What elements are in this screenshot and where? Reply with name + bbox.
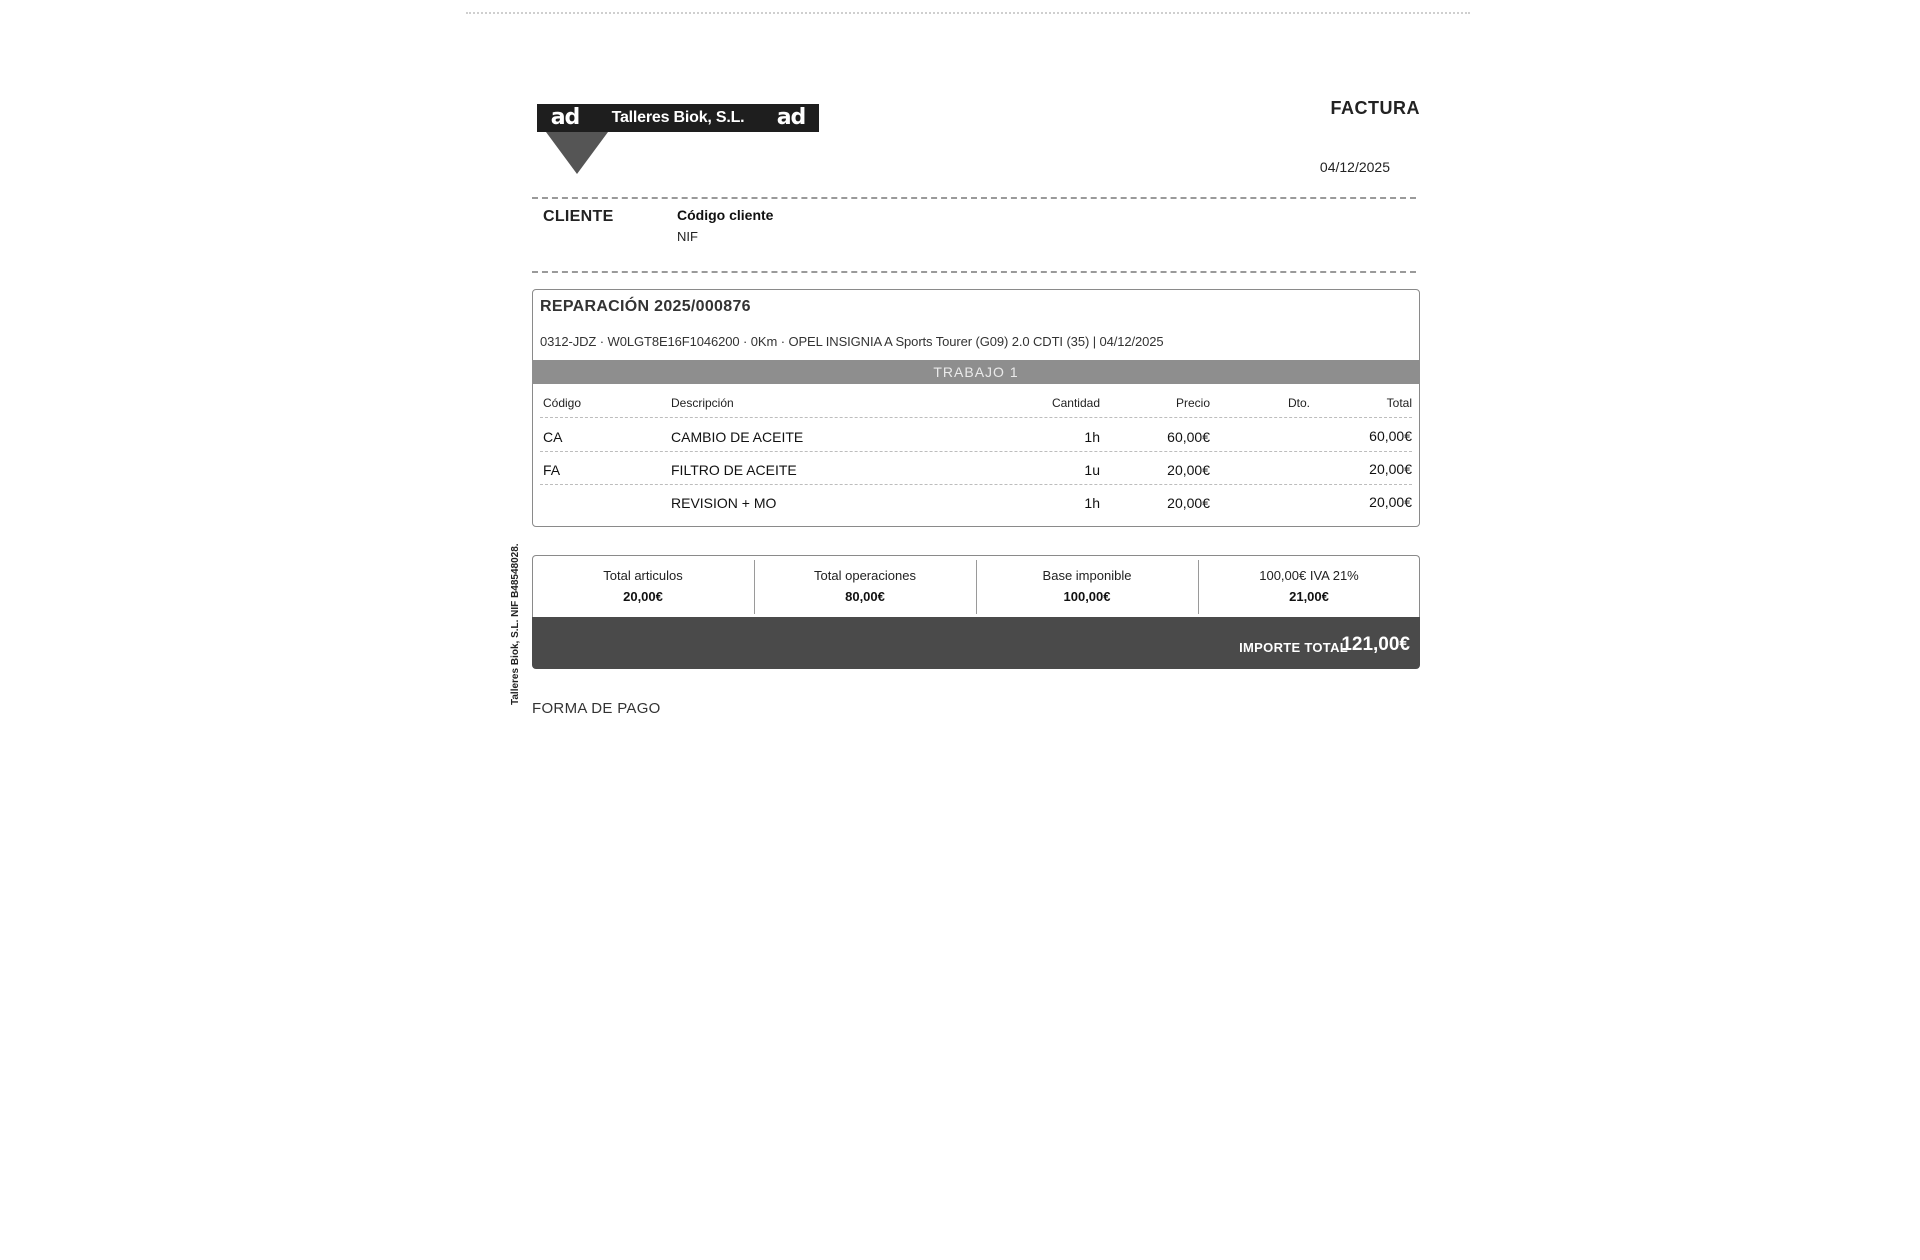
total-operations-value: 80,00€ (845, 589, 885, 604)
client-nif-label: NIF (677, 229, 698, 244)
row-quantity: 1u (1084, 462, 1100, 478)
row-price: 60,00€ (1167, 429, 1210, 445)
client-code-label: Código cliente (677, 207, 774, 223)
document-date: 04/12/2025 (1319, 159, 1390, 175)
row-separator (540, 484, 1412, 485)
grand-total-label: IMPORTE TOTAL (1239, 640, 1348, 655)
row-total: 60,00€ (1369, 428, 1412, 444)
logo-triangle (546, 132, 608, 174)
vat-cell (1198, 556, 1420, 616)
row-price: 20,00€ (1167, 495, 1210, 511)
row-quantity: 1h (1084, 429, 1100, 445)
logo-mark-right: ad (776, 105, 806, 130)
company-legal-side-text: Talleres Biok, S.L. NIF B48548028. (510, 543, 521, 705)
total-operations-label: Total operaciones (814, 568, 916, 583)
vat-value: 21,00€ (1289, 589, 1329, 604)
grand-total-value: 121,00€ (1341, 634, 1410, 655)
row-quantity: 1h (1084, 495, 1100, 511)
total-items-value: 20,00€ (623, 589, 663, 604)
row-code: FA (543, 462, 561, 478)
row-description: REVISION + MO (671, 495, 777, 511)
row-total: 20,00€ (1369, 461, 1412, 477)
header-divider (532, 197, 1416, 199)
vat-label: 100,00€ IVA 21% (1259, 568, 1359, 583)
tax-base-value: 100,00€ (1063, 589, 1111, 604)
company-logo (537, 104, 819, 132)
page-top-rule (466, 12, 1470, 14)
logo-mark-left: ad (550, 105, 580, 130)
vehicle-info: 0312-JDZ · W0LGT8E16F1046200 · 0Km · OPEL INSIGNIA A Sports Tourer (G09) 2.0 CDTI (35) | 04/12/2025 (540, 334, 1164, 349)
row-separator (540, 451, 1412, 452)
tax-base-cell (976, 556, 1198, 616)
document-title: FACTURA (1330, 98, 1420, 118)
repair-title: REPARACIÓN 2025/000876 (540, 298, 751, 315)
row-separator (540, 417, 1412, 418)
company-name: Talleres Biok, S.L. (611, 109, 745, 126)
total-operations-cell (754, 556, 976, 616)
col-header-total: Total (1386, 396, 1412, 410)
row-price: 20,00€ (1167, 462, 1210, 478)
col-header-quantity: Cantidad (1051, 396, 1100, 410)
row-description: CAMBIO DE ACEITE (671, 429, 804, 445)
total-items-label: Total articulos (603, 568, 683, 583)
row-total: 20,00€ (1369, 494, 1412, 510)
col-header-code: Código (543, 396, 582, 410)
client-label: CLIENTE (543, 208, 614, 225)
job-header: TRABAJO 1 (532, 360, 1420, 384)
col-header-price: Precio (1175, 396, 1210, 410)
total-items-cell (532, 556, 754, 616)
row-code: CA (543, 429, 563, 445)
grand-total-bar (532, 617, 1420, 669)
col-header-description: Descripción (671, 396, 734, 410)
col-header-discount: Dto. (1287, 396, 1310, 410)
row-description: FILTRO DE ACEITE (671, 462, 797, 478)
payment-method-label: FORMA DE PAGO (532, 700, 661, 717)
tax-base-label: Base imponible (1042, 568, 1132, 583)
client-divider (532, 271, 1416, 273)
